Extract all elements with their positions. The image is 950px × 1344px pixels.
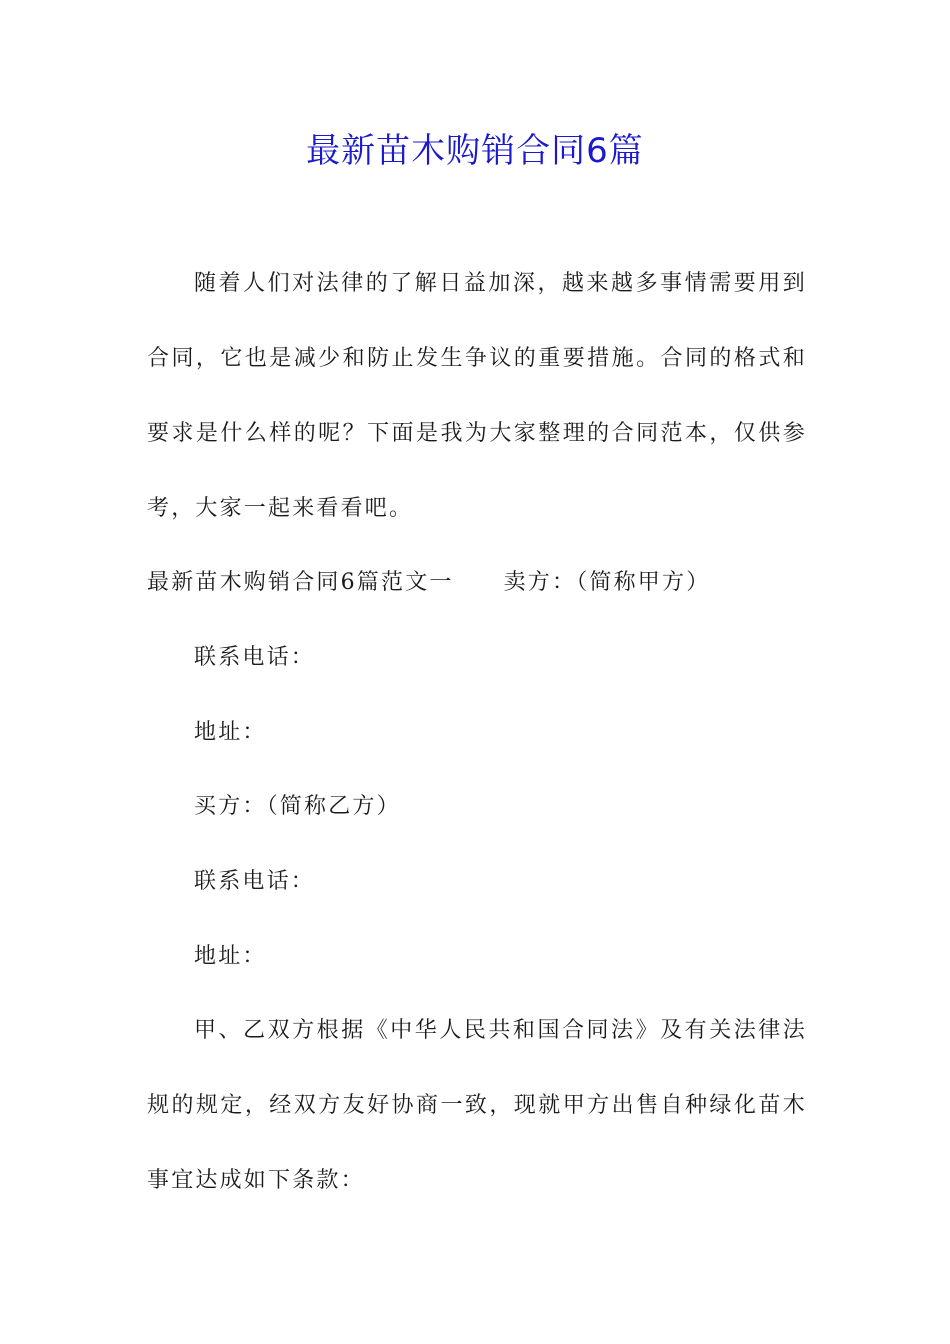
document-title: 最新苗木购销合同6篇 xyxy=(306,131,644,171)
agreement-paragraph: 甲、乙双方根据《中华人民共和国合同法》及有关法律法规的规定，经双方友好协商一致，现就甲方出售自种绿化苗木事宜达成如下条款： xyxy=(147,1018,807,1193)
seller-line xyxy=(147,568,710,598)
buyer-label: 买方：（简称乙方） xyxy=(194,794,401,819)
seller-phone-label: 联系电话： xyxy=(194,645,316,670)
section-heading: 最新苗木购销合同6篇范文一 xyxy=(147,570,454,595)
seller-label: 卖方：（简称甲方） xyxy=(503,570,711,595)
intro-paragraph: 随着人们对法律的了解日益加深，越来越多事情需要用到合同，它也是减少和防止发生争议的重要措施。合同的格式和要求是什么样的呢？下面是我为大家整理的合同范本，仅供参考，大家一起来看看吧。 xyxy=(147,271,807,521)
seller-address-label: 地址： xyxy=(194,720,267,745)
buyer-phone-label: 联系电话： xyxy=(194,869,316,894)
buyer-address-label: 地址： xyxy=(194,944,267,969)
